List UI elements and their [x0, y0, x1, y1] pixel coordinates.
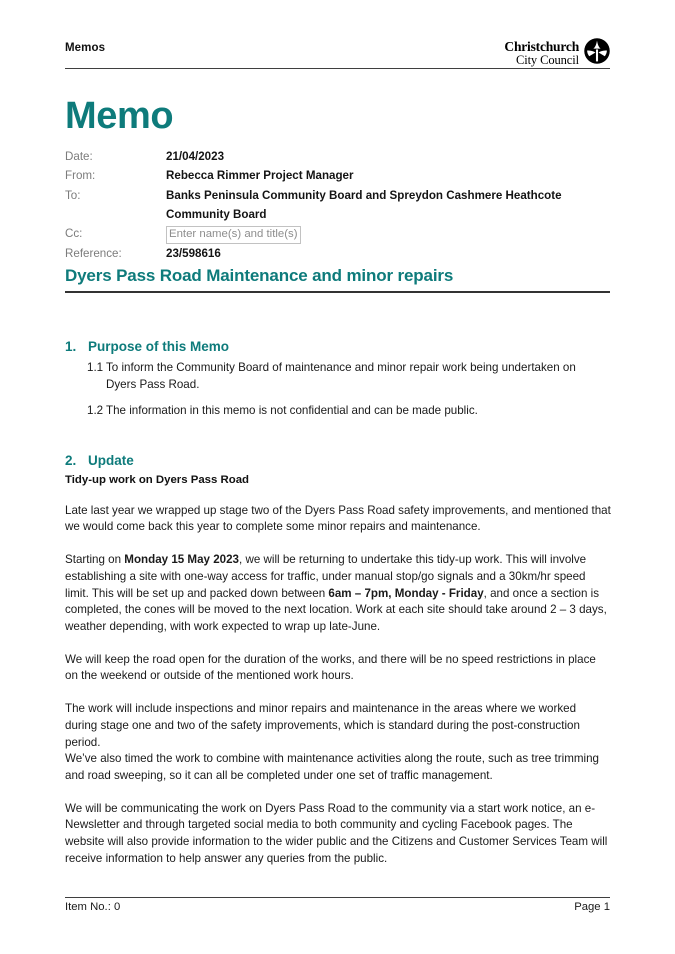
meta-row-date [65, 147, 615, 166]
meta-row-reference [65, 244, 615, 263]
paragraph-2-part2: , we will be returning to undertake this tidy-up work. This will involve establishing a site with one-way access for traffic, under manual stop/go signals and a 30km/hr speed limit. This will be set up and packed down between [65, 553, 587, 600]
paragraph-2 [65, 552, 611, 636]
list-item-text: The information in this memo is not confidential and can be made public. [106, 404, 478, 418]
paragraph-3: We will keep the road open for the duration of the works, and there will be no speed restrictions in place on the weekend or outside of the mentioned work hours. [65, 652, 596, 683]
logo-line-christchurch: Christchurch [504, 39, 579, 55]
from-value: Rebecca Rimmer Project Manager [166, 169, 354, 183]
subsection-lead: Tidy-up work on Dyers Pass Road [65, 473, 249, 486]
paragraph-2-part3: , and once a section is completed, the cones will be moved to the next location. Work at each site should take around 2 – 3 days, weather depending, with work expected to wrap up late-June. [65, 586, 607, 633]
paragraph-1: Late last year we wrapped up stage two of the Dyers Pass Road safety improvements, and mentioned that we would come back this year to complete some minor repairs and maintenance. [65, 503, 611, 534]
date-value: 21/04/2023 [166, 150, 225, 163]
reference-label: Reference: [65, 247, 122, 261]
meta-row-cc [65, 224, 615, 244]
to-label: To: [65, 188, 81, 202]
header-document-type: Memos [65, 42, 106, 54]
logo-line-city-council: City Council [515, 53, 579, 67]
section-title-2: Update [88, 452, 134, 468]
section-number-1: 1. [65, 339, 77, 354]
paragraph-6: We will be communicating the work on Dyers Pass Road to the community via a start work notice, an e-Newsletter and through targeted social media to both community and cycling Facebook pages. The website will also provide information to the wider public and the Citizens and Customer Services Team will receive information to help answer any queries from the public. [65, 801, 608, 865]
paragraph-2-bold-work-hours: 6am – 7pm, Monday - Friday [328, 586, 484, 600]
subject-divider [65, 291, 610, 293]
document-body [65, 339, 611, 883]
memo-subject: Dyers Pass Road Maintenance and minor repairs [65, 266, 454, 285]
council-crest-icon [584, 38, 610, 69]
from-label: From: [65, 169, 96, 183]
footer-divider [65, 897, 610, 898]
paragraph-2-bold-start-date: Monday 15 May 2023 [124, 553, 240, 567]
meta-row-from [65, 166, 615, 185]
list-item [65, 360, 611, 393]
list-item-number: 1.2 [87, 404, 104, 418]
section-update [65, 453, 611, 868]
section-heading-purpose [65, 339, 611, 354]
cc-value [166, 224, 615, 244]
section-number-2: 2. [65, 452, 77, 468]
logo-wordmark [504, 40, 579, 67]
section-heading-update [65, 453, 611, 468]
paragraph-4: The work will include inspections and minor repairs and maintenance in the areas where we worked during stage one and two of the safety improvements, which is standard during the post-construction period. [65, 702, 580, 749]
list-item [65, 403, 611, 420]
cc-input-field[interactable]: Enter name(s) and title(s) [166, 226, 301, 244]
memo-metadata [65, 147, 615, 263]
page-title: Memo [65, 95, 174, 137]
christchurch-city-council-logo [504, 38, 610, 69]
header-divider [65, 68, 610, 69]
list-item-text: To inform the Community Board of maintenance and minor repair work being undertaken on Dyers Pass Road. [106, 361, 576, 391]
to-value: Banks Peninsula Community Board and Spreydon Cashmere Heathcote Community Board [166, 188, 562, 221]
list-item-number: 1.1 [87, 361, 104, 374]
cc-label: Cc: [65, 227, 83, 241]
footer-item-number: Item No.: 0 [65, 901, 121, 913]
paragraph-5: We’ve also timed the work to combine with maintenance activities along the route, such as tree trimming and road sweeping, so it can all be completed under one set of traffic management. [65, 752, 599, 782]
meta-row-to [65, 186, 615, 225]
paragraph-2-part1: Starting on [65, 553, 125, 567]
date-label: Date: [65, 150, 93, 163]
section-title-1: Purpose of this Memo [88, 339, 230, 354]
footer-page-number: Page 1 [574, 901, 610, 913]
document-footer [65, 901, 610, 913]
reference-value: 23/598616 [166, 247, 221, 261]
document-header [65, 38, 610, 69]
